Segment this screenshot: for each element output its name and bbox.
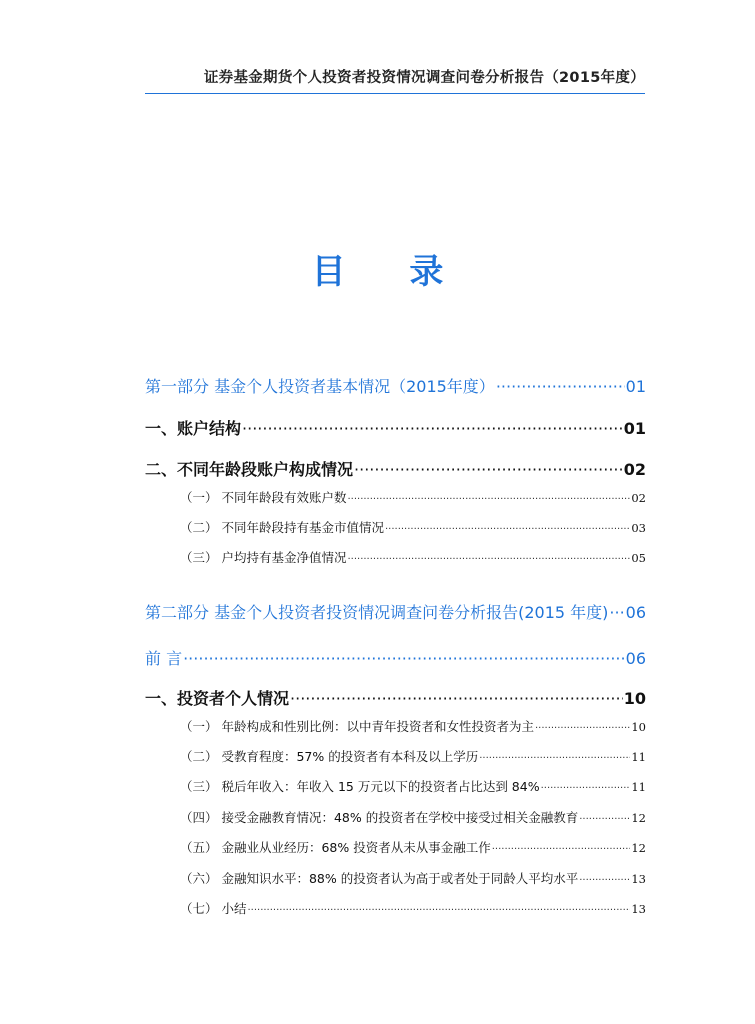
- toc-entry-subsection[interactable]: [180, 717, 646, 735]
- dot-leader: [242, 419, 623, 438]
- toc-entry-text: （三） 税后年收入：年收入 15 万元以下的投资者占比达到 84%: [180, 779, 540, 794]
- dot-leader: [347, 554, 630, 565]
- toc-page-number: 06: [625, 603, 646, 622]
- toc-page-number: 12: [631, 811, 646, 825]
- toc-entry-subsection[interactable]: [180, 777, 646, 795]
- toc-page-number: 10: [631, 720, 646, 734]
- toc-entry-text: （五） 金融业从业经历：68% 投资者从未从事金融工作: [180, 840, 491, 855]
- dot-leader: [496, 377, 625, 396]
- toc-page-number: 13: [631, 902, 646, 916]
- dot-leader: [385, 524, 630, 535]
- dot-leader: [247, 905, 630, 916]
- toc-entry-subsection[interactable]: [180, 548, 646, 566]
- toc-entry-text: （七） 小结: [180, 901, 247, 916]
- toc-page-number: 01: [625, 377, 646, 396]
- toc-entry-subsection[interactable]: [180, 869, 646, 887]
- toc-entry-section[interactable]: [145, 686, 646, 709]
- toc-page-number: 02: [623, 460, 646, 479]
- toc-page-number: 11: [631, 750, 646, 764]
- dot-leader: [541, 783, 631, 794]
- toc-entry-subsection[interactable]: [180, 518, 646, 536]
- toc-entry-subsection[interactable]: [180, 488, 646, 506]
- toc-entry-part-2[interactable]: [145, 600, 646, 623]
- dot-leader: [492, 844, 631, 855]
- toc-entry-text: （六） 金融知识水平：88% 的投资者认为高于或者处于同龄人平均水平: [180, 871, 579, 886]
- toc-entry-text: （二） 不同年龄段持有基金市值情况: [180, 520, 384, 535]
- toc-page-number: 11: [631, 780, 646, 794]
- toc-entry-section[interactable]: [145, 457, 646, 480]
- dot-leader: [479, 753, 630, 764]
- dot-leader: [290, 689, 623, 708]
- dot-leader: [579, 875, 630, 886]
- dot-leader: [609, 603, 624, 622]
- toc-entry-subsection[interactable]: [180, 838, 646, 856]
- toc-page-number: 12: [631, 841, 646, 855]
- header-rule: [145, 93, 645, 94]
- toc-page-number: 03: [631, 521, 646, 535]
- toc-entry-text: 前 言: [145, 649, 183, 668]
- toc-entry-text: （三） 户均持有基金净值情况: [180, 550, 347, 565]
- toc-entry-text: 二、不同年龄段账户构成情况: [145, 460, 354, 479]
- dot-leader: [347, 494, 630, 505]
- toc-entry-section[interactable]: [145, 416, 646, 439]
- toc-entry-text: （二） 受教育程度：57% 的投资者有本科及以上学历: [180, 749, 479, 764]
- toc-page-number: 10: [623, 689, 646, 708]
- toc-page-number: 01: [623, 419, 646, 438]
- toc-page-number: 02: [631, 491, 646, 505]
- toc-entry-text: （一） 不同年龄段有效账户数: [180, 490, 347, 505]
- toc-entry-text: （一） 年龄构成和性别比例：以中青年投资者和女性投资者为主: [180, 719, 534, 734]
- toc-entry-text: 一、账户结构: [145, 419, 242, 438]
- toc-page-number: 06: [625, 649, 646, 668]
- running-header: 证券基金期货个人投资者投资情况调查问卷分析报告（2015年度）: [203, 70, 645, 86]
- dot-leader: [535, 723, 630, 734]
- toc-page-number: 13: [631, 872, 646, 886]
- toc-entry-text: 第一部分 基金个人投资者基本情况（2015年度）: [145, 377, 495, 396]
- toc-page-number: 05: [631, 551, 646, 565]
- toc-entry-preface[interactable]: [145, 646, 646, 669]
- toc-entry-subsection[interactable]: [180, 808, 646, 826]
- toc-entry-text: 一、投资者个人情况: [145, 689, 290, 708]
- toc-entry-subsection[interactable]: [180, 747, 646, 765]
- dot-leader: [183, 649, 625, 668]
- toc-entry-text: 第二部分 基金个人投资者投资情况调查问卷分析报告(2015 年度): [145, 603, 609, 622]
- toc-title: 目 录: [311, 252, 470, 292]
- toc-entry-part-1[interactable]: [145, 374, 646, 397]
- dot-leader: [354, 460, 623, 479]
- dot-leader: [579, 814, 630, 825]
- toc-entry-text: （四） 接受金融教育情况：48% 的投资者在学校中接受过相关金融教育: [180, 810, 579, 825]
- toc-entry-subsection[interactable]: [180, 899, 646, 917]
